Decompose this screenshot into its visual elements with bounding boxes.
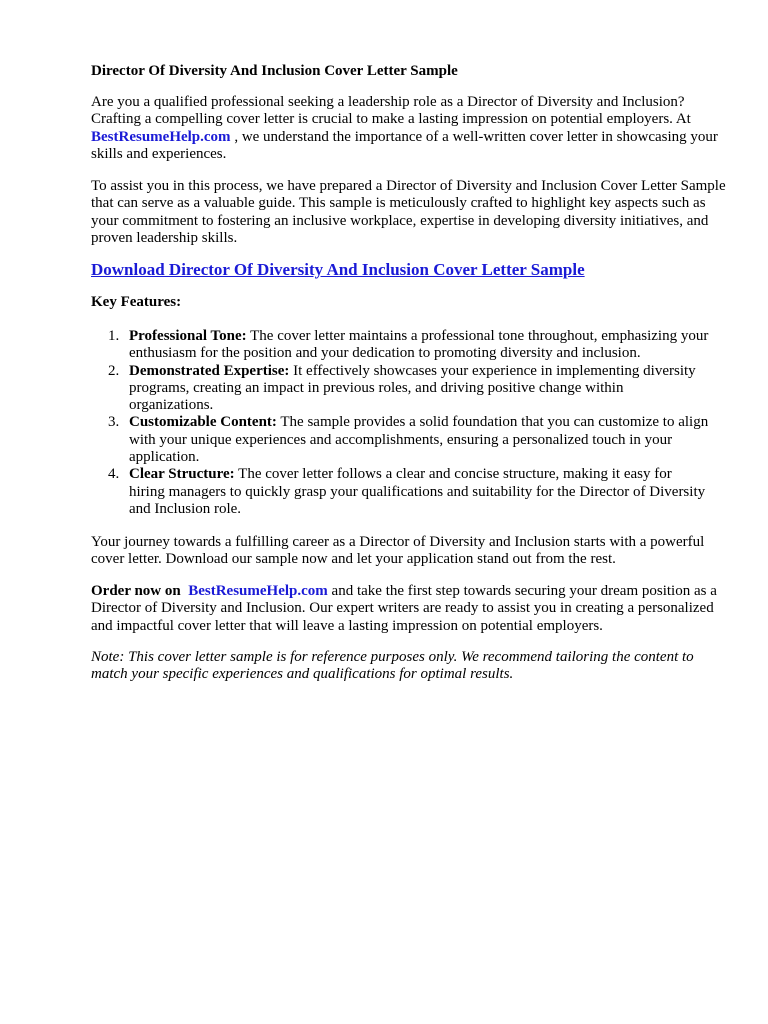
feature-item-customizable-content	[91, 414, 711, 466]
feature-number: 2.	[108, 362, 120, 379]
intro-text-end: , we understand the importance of a well-written cover letter in showcasing your skills and experiences.	[91, 128, 718, 162]
feature-term: Customizable Content:	[129, 414, 277, 431]
assist-paragraph: To assist you in this process, we have prepared a Director of Diversity and Inclusion Cover Letter Sample that can serve as a valuable guide. This sample is meticulously crafted to highlight key aspects such as your commitment to fostering an inclusive workplace, expertise in developing diversity initiatives, and proven leadership skills.	[91, 178, 726, 246]
feature-description: The cover letter follows a clear and concise structure, making it easy for hiring managers to quickly grasp your qualifications and suitability for the Director of Diversity and Inclusion role.	[129, 466, 706, 517]
feature-description: It effectively showcases your experience in implementing diversity programs, creating an impact in previous roles, and driving positive change within organizations.	[129, 362, 696, 414]
feature-number: 1.	[108, 328, 120, 344]
feature-item-clear-structure	[91, 466, 711, 518]
feature-number: 4.	[108, 466, 120, 483]
feature-term: Demonstrated Expertise:	[129, 362, 290, 379]
feature-item-professional-tone	[91, 328, 711, 363]
note-paragraph: Note: This cover letter sample is for reference purposes only. We recommend tailoring the content to match your specific experiences and qualifications for optimal results.	[91, 649, 694, 683]
key-features-list	[91, 328, 711, 518]
document-title: Director Of Diversity And Inclusion Cover Letter Sample	[91, 63, 458, 79]
intro-paragraph	[91, 94, 731, 163]
feature-description: The cover letter maintains a professional tone throughout, emphasizing your enthusiasm for the position and your dedication to promoting diversity and inclusion.	[129, 328, 709, 362]
feature-item-demonstrated-expertise	[91, 363, 711, 415]
journey-paragraph: Your journey towards a fulfilling career as a Director of Diversity and Inclusion starts with a powerful cover letter. Download our sample now and let your application stand out from the rest.	[91, 534, 705, 568]
order-text: and take the first step towards securing your dream position as a Director of Diversity and Inclusion. Our expert writers are ready to assist you in creating a personalized and impactful cover letter that will leave a lasting impression on potential employers.	[91, 583, 717, 634]
feature-description: The sample provides a solid foundation that you can customize to align with your unique experiences and accomplishments, ensuring a personalized touch in your application.	[129, 414, 709, 466]
order-paragraph	[91, 583, 731, 635]
download-sample-link[interactable]: Download Director Of Diversity And Inclusion Cover Letter Sample	[91, 260, 585, 279]
bestresumehelp-link[interactable]: BestResumeHelp.com	[91, 128, 231, 145]
feature-term: Clear Structure:	[129, 466, 235, 483]
feature-term: Professional Tone:	[129, 328, 247, 344]
order-lead: Order now on	[91, 583, 181, 599]
key-features-heading: Key Features:	[91, 294, 182, 310]
order-bestresumehelp-link[interactable]: BestResumeHelp.com	[188, 583, 328, 599]
intro-text-start: Are you a qualified professional seeking a leadership role as a Director of Diversity and Inclusion? Crafting a compelling cover letter is crucial to make a lasting impression on potential employers. At	[91, 94, 691, 128]
feature-number: 3.	[108, 414, 120, 431]
